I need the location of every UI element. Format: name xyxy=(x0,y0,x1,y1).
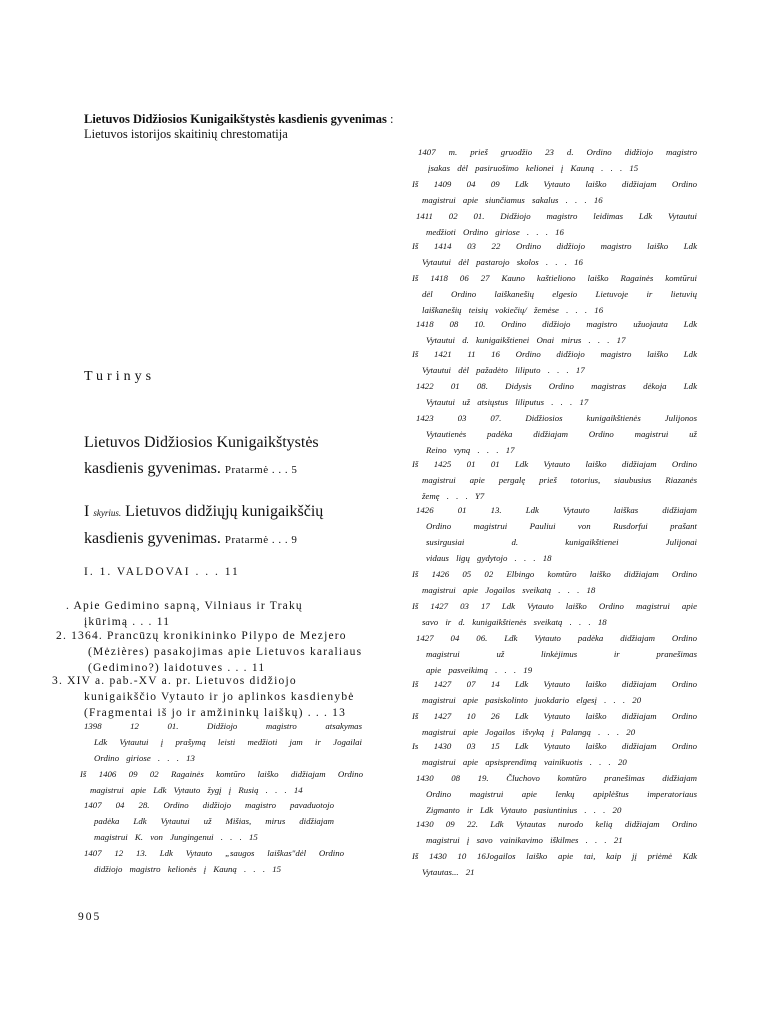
section-label: skyrius. xyxy=(93,508,122,518)
entry-line: magistrui apie Jogailos išvyką į Palangą . . . 20 xyxy=(422,727,636,737)
toc-item-1-line1: . Apie Gedimino sapną, Vilniaus ir Trakų xyxy=(66,600,303,612)
entry-line: magistrui apie pergalę prieš totorius, siaubusius Riazanės xyxy=(422,475,697,485)
toc-section-entry xyxy=(84,499,394,553)
list-item xyxy=(412,738,697,770)
list-item xyxy=(412,238,697,270)
list-item xyxy=(412,676,697,708)
entry-line: Vytautui už atsiųstus liliputus . . . 17 xyxy=(426,397,589,407)
list-item xyxy=(416,410,697,458)
toc-item-2 xyxy=(56,628,401,676)
entry-line: Vytautui dėl pastarojo skolos . . . 16 xyxy=(422,257,583,267)
toc-item-1 xyxy=(52,598,397,630)
list-item xyxy=(416,316,697,348)
entry-line: Iš 1425 01 01 Ldk Vytauto laiško didžiajam Ordino xyxy=(412,459,697,469)
entry-line: Iš 1430 10 16Jogailos laiško apie tai, kaip jį priėmė Kdk xyxy=(412,851,697,861)
entry-line: 1422 01 08. Didysis Ordino magistras dėkoja Ldk xyxy=(416,381,697,391)
entry-line: didžiojo magistro kelionės į Kauną . . . 15 xyxy=(94,864,282,874)
entry-line: žemę . . . Y7 xyxy=(422,491,485,501)
entry-line: įsakas dėl pasiruošimo kelionei į Kauną . . . 15 xyxy=(428,163,639,173)
entry-line: 1423 03 07. Didžiosios kunigaikštienės Julijonos xyxy=(416,413,697,423)
entry-line: 1407 04 28. Ordino didžiojo magistro pavaduotojo xyxy=(84,800,334,810)
section-number: I xyxy=(84,503,90,520)
list-item xyxy=(412,566,697,598)
section-preface: Pratarmė . . . 9 xyxy=(224,534,298,546)
entry-line: Iš 1421 11 16 Ordino didžiojo magistro laiško Ldk xyxy=(412,349,697,359)
entry-line: Vytautienės padėka didžiajam Ordino magistrui už xyxy=(426,429,697,439)
entry-line: Iš 1418 06 27 Kauno kaštieliono laiško Ragainės komtūrui xyxy=(412,273,697,283)
list-item xyxy=(412,848,697,880)
book-subtitle: Lietuvos istorijos skaitinių chrestomatija xyxy=(84,127,288,141)
entry-line: 1407 m. prieš gruodžio 23 d. Ordino didžiojo magistro xyxy=(418,147,697,157)
list-item xyxy=(84,718,362,766)
list-item xyxy=(412,270,697,318)
entry-line: 1398 12 01. Didžiojo magistro atsakymas xyxy=(84,721,362,731)
entry-line: magistrui apie apsisprendimą vainikuotis . . . 20 xyxy=(422,757,627,767)
entry-line: 1407 12 13. Ldk Vytauto „saugos laiškas"dėl Ordino xyxy=(84,848,344,858)
toc-main-line1: Lietuvos Didžiosios Kunigaikštystės xyxy=(84,434,319,451)
entry-line: magistrui į savo vainikavimo iškilmes . . . 21 xyxy=(426,835,623,845)
entry-line: magistrui apie Ldk Vytauto žygį į Rusią . . . 14 xyxy=(90,785,303,795)
entry-line: Iš 1409 04 09 Ldk Vytauto laiško didžiajam Ordino xyxy=(412,179,697,189)
entry-line: susirgusiai d. kunigaikštienei Julijonai xyxy=(426,537,697,547)
toc-item-3 xyxy=(52,673,397,721)
list-item xyxy=(418,144,697,176)
list-item xyxy=(416,770,697,818)
entry-line: dėl Ordino laiškanešių elgesio Lietuvoje ir lietuvių xyxy=(422,289,697,299)
toc-item-2-line1: 2. 1364. Prancūzų kronikininko Pilypo de Mezjero xyxy=(56,630,347,642)
entry-line: magistrui apie pasiskolinto juokdario elgesį . . . 20 xyxy=(422,695,642,705)
book-title: Lietuvos Didžiosios Kunigaikštystės kasdienis gyvenimas xyxy=(84,112,387,126)
toc-item-2-line3: (Gedimino?) laidotuves . . . 11 xyxy=(88,662,266,674)
entry-line: Reino vyną . . . 17 xyxy=(426,445,515,455)
entry-line: 1430 09 22. Ldk Vytautas nurodo kelią didžiajam Ordino xyxy=(416,819,697,829)
list-item xyxy=(416,502,697,566)
toc-item-2-line2: (Mėzières) pasakojimas apie Lietuvos karaliaus xyxy=(88,646,363,658)
entry-line: magistrui apie Jogailos sveikatą . . . 18 xyxy=(422,585,596,595)
entry-line: Is 1430 03 15 Ldk Vytauto laiško didžiajam Ordino xyxy=(412,741,697,751)
list-item xyxy=(412,598,697,630)
list-item xyxy=(416,816,697,848)
section-title: Lietuvos didžiųjų kunigaikščių xyxy=(125,503,324,520)
entry-line: Vytautui dėl pažadėto liliputo . . . 17 xyxy=(422,365,585,375)
entry-line: Vytautui d. kunigaikštienei Onai mirus . . . 17 xyxy=(426,335,626,345)
list-item xyxy=(412,708,697,740)
entry-line: Vytautas... 21 xyxy=(422,867,475,877)
entry-line: savo ir d. kunigaikštienės sveikatą . . . 18 xyxy=(422,617,607,627)
entry-line: vidaus ligų gydytojo . . . 18 xyxy=(426,553,552,563)
entry-line: 1418 08 10. Ordino didžiojo magistro užuojauta Ldk xyxy=(416,319,697,329)
list-item xyxy=(412,456,697,504)
entry-line: Iš 1427 10 26 Ldk Vytauto laiško didžiajam Ordino xyxy=(412,711,697,721)
entry-line: magistrui už linkėjimus ir pranešimas xyxy=(426,649,697,659)
entry-line: 1430 08 19. Čluchovo komtūro pranešimas didžiajam xyxy=(416,773,697,783)
toc-item-3-line2: kunigaikščio Vytauto ir jo aplinkos kasdienybė xyxy=(84,691,355,703)
entry-line: Ldk Vytautui į prašymą leisti medžioti jam ir Jogailai xyxy=(94,737,362,747)
section-line2: kasdienis gyvenimas. xyxy=(84,530,221,547)
entry-line: laiškanešių teisių vokiečių/ žemėse . . . 16 xyxy=(422,305,604,315)
entry-line: magistrui apie siunčiamus sakalus . . . 16 xyxy=(422,195,603,205)
entry-line: Ordino giriose . . . 13 xyxy=(94,753,195,763)
toc-item-1-line2: įkūrimą . . . 11 xyxy=(84,616,171,628)
toc-main-entry xyxy=(84,430,394,483)
title-colon: : xyxy=(386,112,394,126)
entry-line: Iš 1427 07 14 Ldk Vytauto laiško didžiajam Ordino xyxy=(412,679,697,689)
list-item xyxy=(84,797,334,845)
entry-line: medžioti Ordino giriose . . . 16 xyxy=(426,227,564,237)
list-item xyxy=(80,766,363,798)
list-item xyxy=(412,176,697,208)
entry-line: padėka Ldk Vytautui už Mišias, mirus didžiajam xyxy=(94,816,334,826)
toc-heading: Turinys xyxy=(84,369,156,384)
page-number: 905 xyxy=(78,911,102,923)
entry-line: 1427 04 06. Ldk Vytauto padėka didžiajam Ordino xyxy=(416,633,697,643)
list-item xyxy=(416,208,697,240)
entry-line: 1411 02 01. Didžiojo magistro leidimas Ldk Vytautui xyxy=(416,211,697,221)
entry-line: Iš 1414 03 22 Ordino didžiojo magistro laiško Ldk xyxy=(412,241,697,251)
toc-main-preface: Pratarmė . . . 5 xyxy=(224,464,298,476)
book-title-line xyxy=(84,112,414,127)
document-header xyxy=(84,112,414,142)
list-item xyxy=(84,845,344,877)
entry-line: Iš 1406 09 02 Ragainės komtūro laiško didžiajam Ordino xyxy=(80,769,363,779)
toc-main-line2: kasdienis gyvenimas. xyxy=(84,460,221,477)
toc-item-3-line1: 3. XIV a. pab.-XV a. pr. Lietuvos didžiojo xyxy=(52,675,297,687)
entry-line: Iš 1426 05 02 Elbingo komtūro laiško didžiajam Ordino xyxy=(412,569,697,579)
entry-line: magistrui K. von Jungingenui . . . 15 xyxy=(94,832,258,842)
entry-line: 1426 01 13. Ldk Vytauto laiškas didžiajam xyxy=(416,505,697,515)
entry-line: Zigmanto ir Ldk Vytauto pasiuntinius . . . 20 xyxy=(426,805,622,815)
entry-line: apie pasveikimą . . . 19 xyxy=(426,665,533,675)
list-item xyxy=(416,630,697,678)
entry-line: Ordino magistrui Pauliui von Rusdorfui prašant xyxy=(426,521,697,531)
toc-item-3-line3: (Fragmentai iš jo ir amžininkų laiškų) . . . 13 xyxy=(84,707,347,719)
entry-line: Ordino magistrui apie lenkų apiplėštus imperatoriaus xyxy=(426,789,697,799)
chapter-valdovai: I. 1. VALDOVAI . . . 11 xyxy=(84,566,240,578)
entry-line: Iš 1427 03 17 Ldk Vytauto laiško Ordino magistrui apie xyxy=(412,601,697,611)
list-item xyxy=(416,378,697,410)
list-item xyxy=(412,346,697,378)
